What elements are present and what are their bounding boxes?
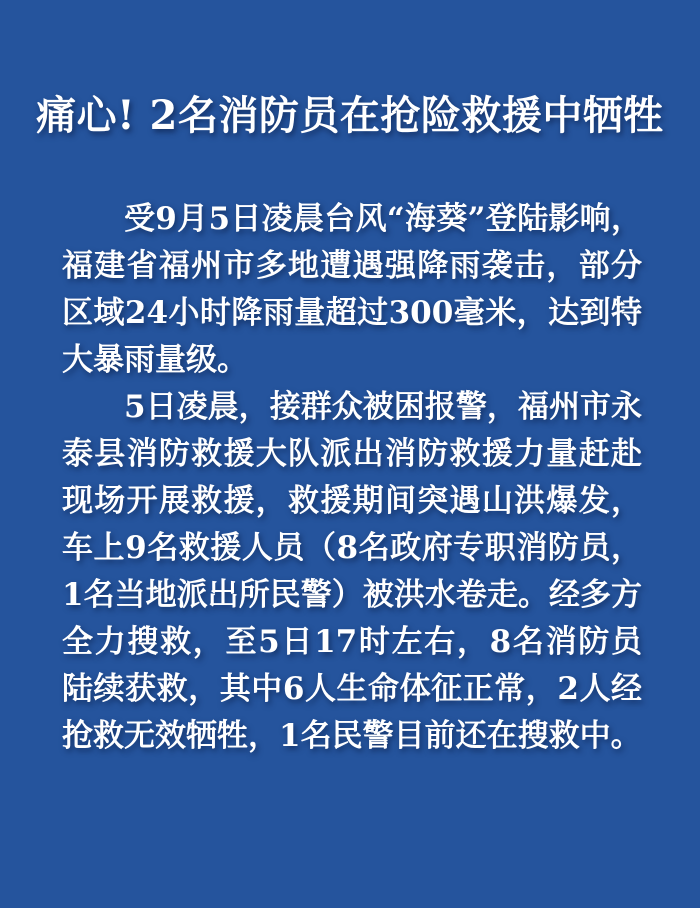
paragraph-rescue-casualties: 5日凌晨，接群众被困报警，福州市永泰县消防救援大队派出消防救援力量赶赴现场开展救援，救援期间突遇山洪爆发，车上9名救援人员（8名政府专职消防员，1名当地派出所民警）被洪水卷走。经多方全力搜救，至5日17时左右，8名消防员陆续获救，其中6人生命体征正常，2人经抢救无效牺牲，1名民警目前还在搜救中。 [62,389,642,754]
announcement-background [0,92,700,908]
paragraph-typhoon-rainfall: 受9月5日凌晨台风“海葵”登陆影响，福建省福州市多地遭遇强降雨袭击，部分区域24小时降雨量超过300毫米，达到特大暴雨量级。 [62,201,642,378]
poster-title: 痛心! 2名消防员在抢险救援中牺牲 [36,92,664,139]
poster-body [62,196,642,760]
news-announcement-poster [0,92,700,908]
